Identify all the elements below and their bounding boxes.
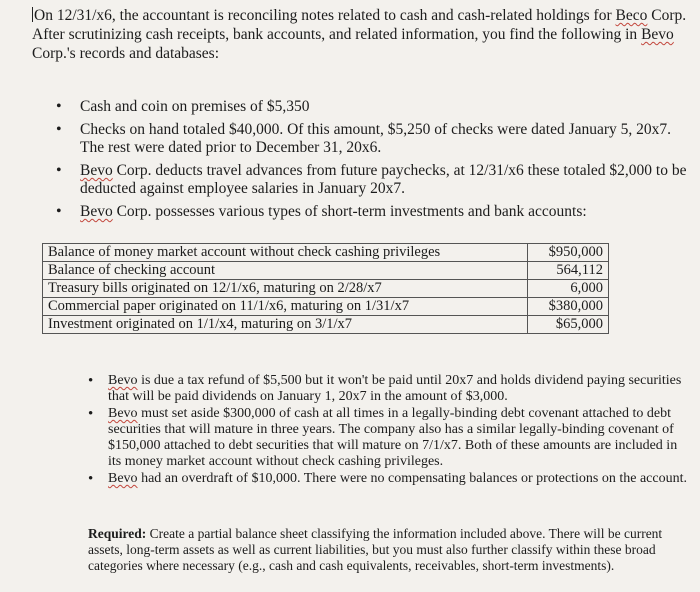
company-name: Beco: [615, 7, 648, 24]
additional-facts-list: [88, 373, 688, 488]
investment-amount: $380,000: [528, 298, 609, 316]
company-name: Bevo: [80, 162, 113, 179]
company-name: Bevo: [80, 203, 113, 220]
table-row: [43, 244, 609, 262]
investment-amount: 564,112: [528, 262, 609, 280]
company-name: Bevo: [108, 406, 138, 421]
investment-label: Balance of money market account without check cashing privileges: [43, 244, 528, 262]
table-row: [43, 298, 609, 316]
company-name: Bevo: [108, 373, 138, 388]
investment-amount: $950,000: [528, 244, 609, 262]
investment-label: Investment originated on 1/1/x4, maturing on 3/1/x7: [43, 316, 528, 334]
investment-label: Commercial paper originated on 11/1/x6, maturing on 1/31/x7: [43, 298, 528, 316]
required-paragraph: Required: Create a partial balance sheet classifying the information included above. There will be current assets, long-term assets as well as current liabilities, but you must also further classify within these broad categories where necessary (e.g., cash and cash equivalents, receivables, short-term investments).: [88, 526, 663, 573]
intro-paragraph: On 12/31/x6, the accountant is reconciling notes related to cash and cash-related holdings for Beco Corp. After scrutinizing cash receipts, bank accounts, and related information, you find the following in Bevo Corp.'s records and databases:: [32, 7, 687, 62]
list-item: • Bevo is due a tax refund of $5,500 but it won't be paid until 20x7 and holds dividend paying securities that will be paid dividends on January 1, 20x7 in the amount of $3,000.: [88, 373, 688, 405]
list-item: • Bevo Corp. possesses various types of short-term investments and bank accounts:: [52, 203, 688, 221]
facts-list: [52, 98, 688, 226]
list-item: • Bevo must set aside $300,000 of cash at all times in a legally-binding debt covenant attached to debt securities that will mature in three years. The company also has a similar legally-binding covenant of $150,000 attached to debt securities that will mature on 7/1/x7. Both of these amounts are included in its money market account without check cashing privileges.: [88, 406, 688, 470]
table-row: [43, 262, 609, 280]
investment-label: Treasury bills originated on 12/1/x6, maturing on 2/28/x7: [43, 280, 528, 298]
list-item: • Cash and coin on premises of $5,350: [52, 98, 688, 116]
investment-amount: $65,000: [528, 316, 609, 334]
list-item: • Bevo had an overdraft of $10,000. There were no compensating balances or protections on the account.: [88, 471, 688, 487]
company-name: Bevo: [641, 26, 674, 43]
company-name: Bevo: [108, 471, 138, 486]
text-cursor: [32, 7, 33, 22]
list-item: • Bevo Corp. deducts travel advances from future paychecks, at 12/31/x6 these totaled $2,000 to be deducted against employee salaries in January 20x7.: [52, 162, 688, 198]
list-item: • Checks on hand totaled $40,000. Of this amount, $5,250 of checks were dated January 5, 20x7. The rest were dated prior to December 31, 20x6.: [52, 121, 688, 157]
investments-table: [42, 243, 609, 334]
required-label: Required:: [88, 526, 147, 541]
investment-label: Balance of checking account: [43, 262, 528, 280]
table-row: [43, 316, 609, 334]
investment-amount: 6,000: [528, 280, 609, 298]
table-row: [43, 280, 609, 298]
